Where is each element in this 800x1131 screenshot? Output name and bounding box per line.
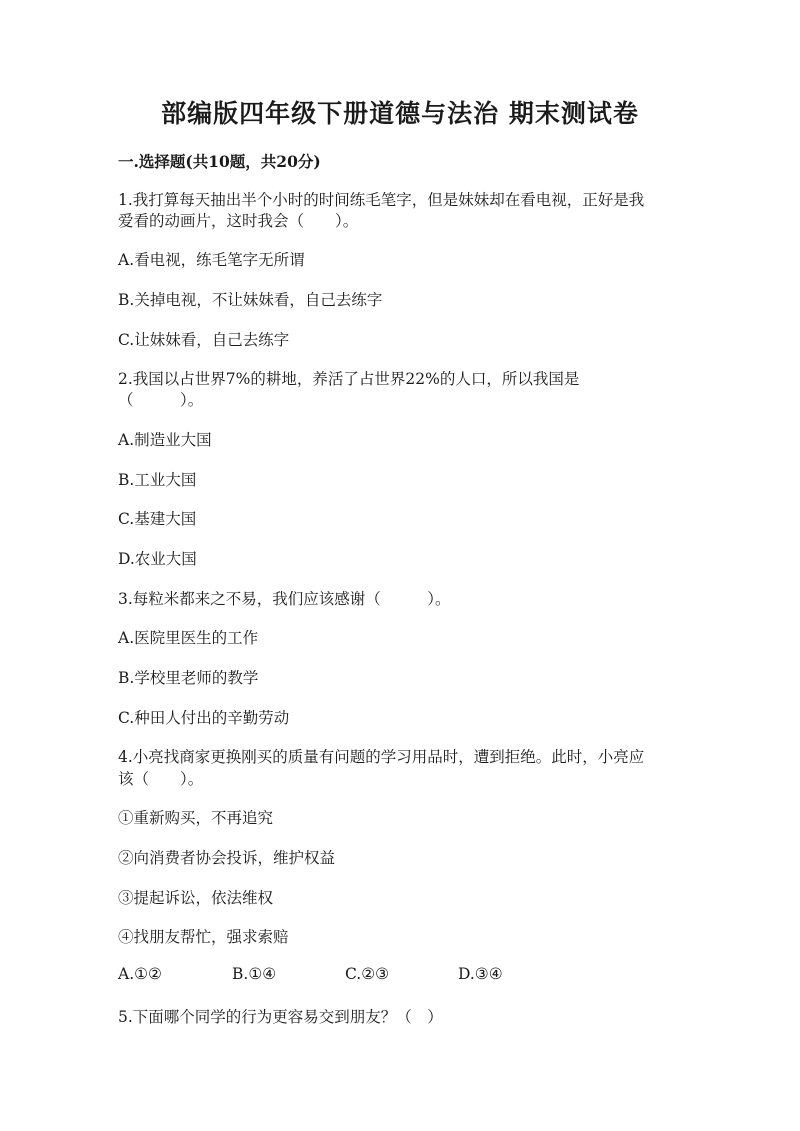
question-2-stem-line-1: 2.我国以占世界7%的耕地，养活了占世界22%的人口，所以我国是 [118, 370, 580, 388]
question-2-option-c: C.基建大国 [118, 510, 197, 528]
question-4-stem-line-1: 4.小亮找商家更换刚买的质量有问题的学习用品时，遭到拒绝。此时，小亮应 [118, 748, 645, 766]
question-3-option-c: C.种田人付出的辛勤劳动 [118, 709, 290, 727]
question-3-option-a: A.医院里医生的工作 [118, 629, 259, 647]
question-4-stem-line-2: 该（ ）。 [118, 770, 204, 788]
question-1-option-b: B.关掉电视，不让妹妹看，自己去练字 [118, 291, 383, 309]
question-4-statement-1: ①重新购买，不再追究 [118, 809, 274, 827]
question-5-stem-line-1: 5.下面哪个同学的行为更容易交到朋友？（ ） [118, 1008, 443, 1026]
section-title: 一.选择题(共10题，共20分) [118, 152, 321, 171]
question-4-option-c: C.②③ [345, 965, 390, 983]
question-3-stem-line-1: 3.每粒米都来之不易，我们应该感谢（ ）。 [118, 590, 451, 608]
question-2-stem-line-2: （ ）。 [118, 391, 204, 409]
page-title: 部编版四年级下册道德与法治 期末测试卷 [161, 99, 639, 128]
question-1-stem-line-2: 爱看的动画片，这时我会（ ）。 [118, 212, 359, 230]
question-4-option-d: D.③④ [458, 965, 503, 983]
question-4-option-b: B.①④ [232, 965, 277, 983]
question-4-statement-4: ④找朋友帮忙，强求索赔 [118, 928, 289, 946]
question-4-option-a: A.①② [118, 965, 162, 983]
question-1-option-a: A.看电视，练毛笔字无所谓 [118, 251, 305, 269]
question-3-option-b: B.学校里老师的教学 [118, 669, 259, 687]
question-2-option-b: B.工业大国 [118, 471, 197, 489]
question-1-option-c: C.让妹妹看，自己去练字 [118, 331, 290, 349]
question-4-statement-3: ③提起诉讼，依法维权 [118, 889, 274, 907]
question-2-option-a: A.制造业大国 [118, 431, 212, 449]
question-2-option-d: D.农业大国 [118, 550, 197, 568]
question-1-stem-line-1: 1.我打算每天抽出半个小时的时间练毛笔字，但是妹妹却在看电视，正好是我 [118, 191, 645, 209]
question-4-statement-2: ②向消费者协会投诉，维护权益 [118, 849, 336, 867]
